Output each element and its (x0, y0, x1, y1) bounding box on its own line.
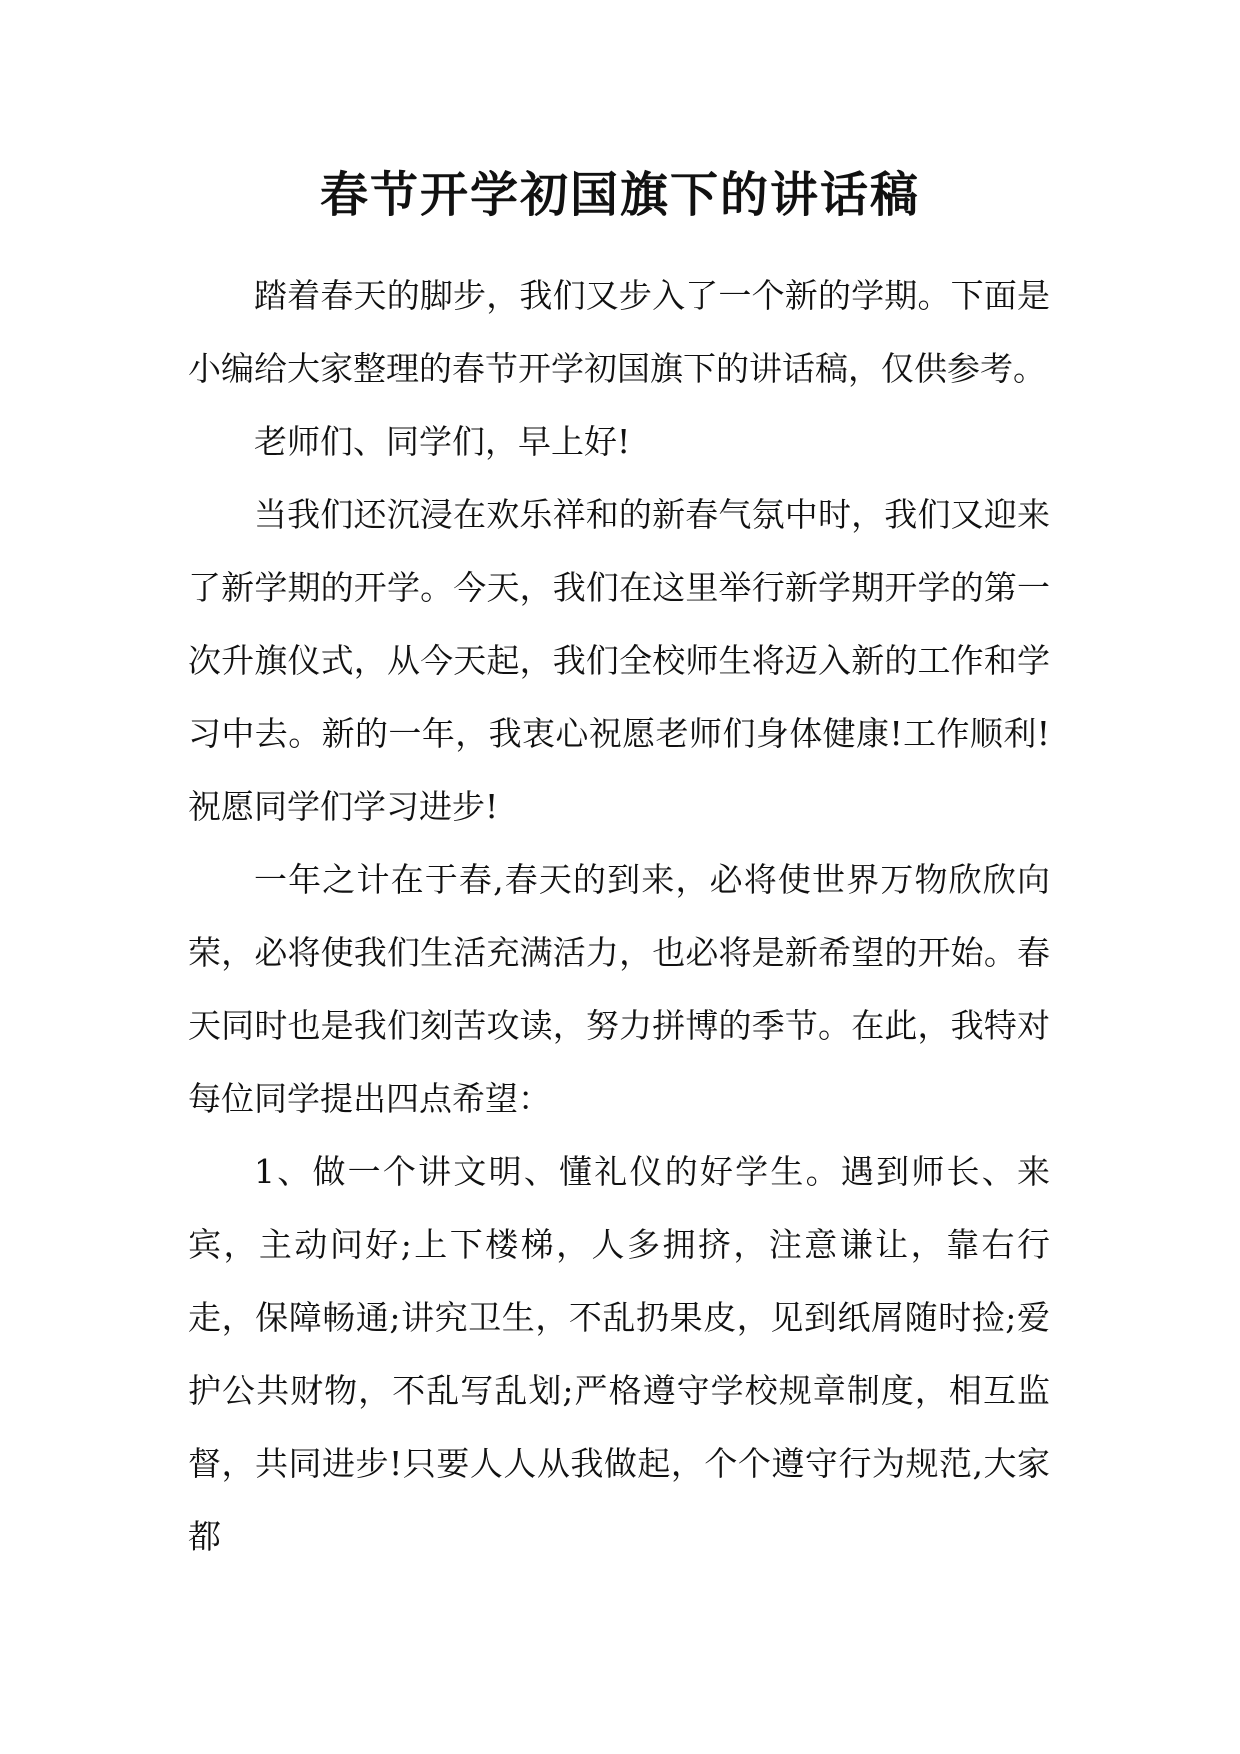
paragraph-hope-1: 1、做一个讲文明、懂礼仪的好学生。遇到师长、来宾，主动问好;上下楼梯，人多拥挤，注意谦让，靠右行走，保障畅通;讲究卫生，不乱扔果皮，见到纸屑随时捡;爱护公共财物，不乱写乱划;严格遵守学校规章制度，相互监督，共同进步!只要人人从我做起，个个遵守行为规范,大家都 (188, 1152, 1050, 1556)
document-title: 春节开学初国旗下的讲话稿 (319, 167, 920, 223)
paragraph-greeting: 老师们、同学们，早上好! (254, 422, 631, 461)
paragraph-new-semester: 当我们还沉浸在欢乐祥和的新春气氛中时，我们又迎来了新学期的开学。今天，我们在这里举行新学期开学的第一次升旗仪式，从今天起，我们全校师生将迈入新的工作和学习中去。新的一年，我衷心祝愿老师们身体健康!工作顺利!祝愿同学们学习进步! (188, 495, 1050, 826)
document-body (188, 259, 1050, 1573)
paragraph-spring: 一年之计在于春,春天的到来，必将使世界万物欣欣向荣，必将使我们生活充满活力，也必将是新希望的开始。春天同时也是我们刻苦攻读，努力拼博的季节。在此，我特对每位同学提出四点希望： (188, 860, 1050, 1118)
paragraph-intro: 踏着春天的脚步，我们又步入了一个新的学期。下面是小编给大家整理的春节开学初国旗下的讲话稿，仅供参考。 (188, 276, 1050, 388)
